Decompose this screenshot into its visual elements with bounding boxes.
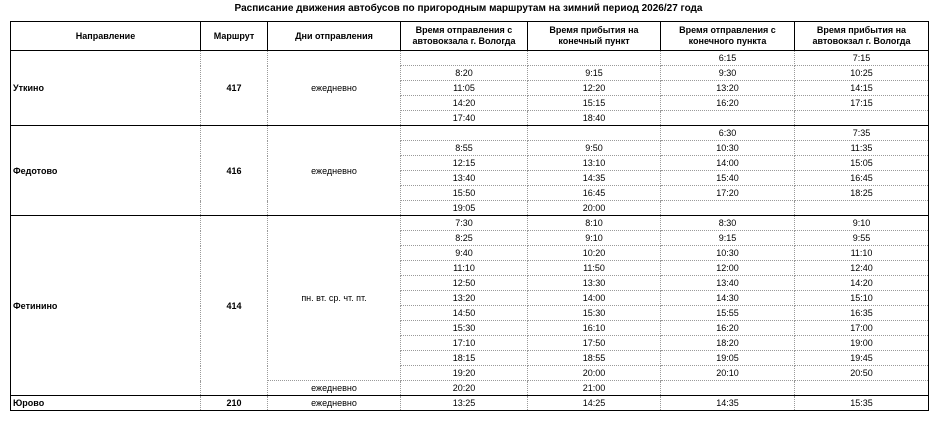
time-cell: 9:10 <box>528 231 661 246</box>
time-cell <box>795 381 929 396</box>
time-cell: 8:10 <box>528 216 661 231</box>
time-cell: 13:10 <box>528 156 661 171</box>
time-cell: 14:20 <box>401 96 528 111</box>
time-cell: 9:15 <box>528 66 661 81</box>
time-cell <box>795 111 929 126</box>
time-cell: 11:05 <box>401 81 528 96</box>
time-cell: 11:10 <box>795 246 929 261</box>
time-cell: 12:20 <box>528 81 661 96</box>
time-cell: 15:30 <box>401 321 528 336</box>
table-row <box>11 216 929 231</box>
time-cell: 18:25 <box>795 186 929 201</box>
time-cell: 13:20 <box>401 291 528 306</box>
time-cell: 7:15 <box>795 51 929 66</box>
time-cell: 16:45 <box>795 171 929 186</box>
days-cell: ежедневно <box>268 51 401 126</box>
time-cell: 14:00 <box>528 291 661 306</box>
time-cell: 20:00 <box>528 201 661 216</box>
time-cell: 9:50 <box>528 141 661 156</box>
time-cell: 15:35 <box>795 396 929 411</box>
schedule-table <box>10 21 929 411</box>
time-cell: 14:50 <box>401 306 528 321</box>
time-cell: 20:00 <box>528 366 661 381</box>
time-cell: 14:35 <box>528 171 661 186</box>
time-cell: 18:55 <box>528 351 661 366</box>
time-cell: 8:25 <box>401 231 528 246</box>
header-route: Маршрут <box>201 22 268 51</box>
time-cell: 17:50 <box>528 336 661 351</box>
time-cell: 9:55 <box>795 231 929 246</box>
time-cell: 16:45 <box>528 186 661 201</box>
time-cell: 17:20 <box>661 186 795 201</box>
header-dep-end: Время отправления с конечного пункта <box>661 22 795 51</box>
time-cell: 14:35 <box>661 396 795 411</box>
time-cell: 13:40 <box>401 171 528 186</box>
table-row <box>11 51 929 66</box>
time-cell: 15:10 <box>795 291 929 306</box>
route-cell: 416 <box>201 126 268 216</box>
direction-cell: Юрово <box>11 396 201 411</box>
time-cell: 19:05 <box>401 201 528 216</box>
time-cell: 7:35 <box>795 126 929 141</box>
time-cell: 7:30 <box>401 216 528 231</box>
time-cell: 20:50 <box>795 366 929 381</box>
table-row <box>11 126 929 141</box>
time-cell: 10:30 <box>661 246 795 261</box>
time-cell: 18:40 <box>528 111 661 126</box>
time-cell: 10:25 <box>795 66 929 81</box>
time-cell: 9:30 <box>661 66 795 81</box>
time-cell: 15:50 <box>401 186 528 201</box>
time-cell <box>795 201 929 216</box>
time-cell: 19:00 <box>795 336 929 351</box>
days-cell: пн. вт. ср. чт. пт. <box>268 216 401 381</box>
time-cell: 17:40 <box>401 111 528 126</box>
time-cell: 10:30 <box>661 141 795 156</box>
time-cell: 15:15 <box>528 96 661 111</box>
page-title: Расписание движения автобусов по пригородным маршрутам на зимний период 2026/27 года <box>234 3 703 14</box>
time-cell: 14:15 <box>795 81 929 96</box>
time-cell <box>401 126 528 141</box>
time-cell: 21:00 <box>528 381 661 396</box>
days-cell: ежедневно <box>268 396 401 411</box>
time-cell: 11:50 <box>528 261 661 276</box>
time-cell: 19:45 <box>795 351 929 366</box>
time-cell <box>661 201 795 216</box>
time-cell: 20:20 <box>401 381 528 396</box>
time-cell <box>661 111 795 126</box>
time-cell: 14:00 <box>661 156 795 171</box>
time-cell: 13:25 <box>401 396 528 411</box>
header-row <box>11 22 929 51</box>
time-cell: 9:15 <box>661 231 795 246</box>
time-cell: 18:15 <box>401 351 528 366</box>
time-cell: 12:15 <box>401 156 528 171</box>
direction-cell: Федотово <box>11 126 201 216</box>
time-cell: 8:20 <box>401 66 528 81</box>
time-cell: 18:20 <box>661 336 795 351</box>
time-cell: 20:10 <box>661 366 795 381</box>
header-arr-end: Время прибытия на конечный пункт <box>528 22 661 51</box>
time-cell: 12:00 <box>661 261 795 276</box>
time-cell: 6:30 <box>661 126 795 141</box>
time-cell: 15:55 <box>661 306 795 321</box>
time-cell: 9:10 <box>795 216 929 231</box>
direction-cell: Фетинино <box>11 216 201 396</box>
route-cell: 414 <box>201 216 268 396</box>
time-cell: 12:50 <box>401 276 528 291</box>
time-cell: 16:20 <box>661 96 795 111</box>
time-cell: 8:55 <box>401 141 528 156</box>
time-cell: 6:15 <box>661 51 795 66</box>
time-cell: 17:00 <box>795 321 929 336</box>
time-cell: 13:30 <box>528 276 661 291</box>
days-cell: ежедневно <box>268 381 401 396</box>
header-days: Дни отправления <box>268 22 401 51</box>
time-cell: 11:10 <box>401 261 528 276</box>
time-cell: 9:40 <box>401 246 528 261</box>
time-cell: 16:20 <box>661 321 795 336</box>
table-row <box>11 396 929 411</box>
time-cell: 12:40 <box>795 261 929 276</box>
time-cell: 16:10 <box>528 321 661 336</box>
time-cell: 17:15 <box>795 96 929 111</box>
time-cell: 8:30 <box>661 216 795 231</box>
time-cell: 16:35 <box>795 306 929 321</box>
time-cell: 15:30 <box>528 306 661 321</box>
time-cell: 13:20 <box>661 81 795 96</box>
time-cell: 11:35 <box>795 141 929 156</box>
time-cell <box>401 51 528 66</box>
header-dep-station: Время отправления с автовокзала г. Вологда <box>401 22 528 51</box>
route-cell: 210 <box>201 396 268 411</box>
time-cell: 10:20 <box>528 246 661 261</box>
time-cell: 13:40 <box>661 276 795 291</box>
header-direction: Направление <box>11 22 201 51</box>
time-cell: 14:20 <box>795 276 929 291</box>
time-cell: 17:10 <box>401 336 528 351</box>
time-cell <box>528 51 661 66</box>
days-cell: ежедневно <box>268 126 401 216</box>
header-arr-station: Время прибытия на автовокзал г. Вологда <box>795 22 929 51</box>
time-cell: 15:40 <box>661 171 795 186</box>
direction-cell: Уткино <box>11 51 201 126</box>
time-cell: 15:05 <box>795 156 929 171</box>
time-cell: 19:20 <box>401 366 528 381</box>
route-cell: 417 <box>201 51 268 126</box>
time-cell <box>528 126 661 141</box>
time-cell: 14:30 <box>661 291 795 306</box>
time-cell <box>661 381 795 396</box>
time-cell: 14:25 <box>528 396 661 411</box>
time-cell: 19:05 <box>661 351 795 366</box>
